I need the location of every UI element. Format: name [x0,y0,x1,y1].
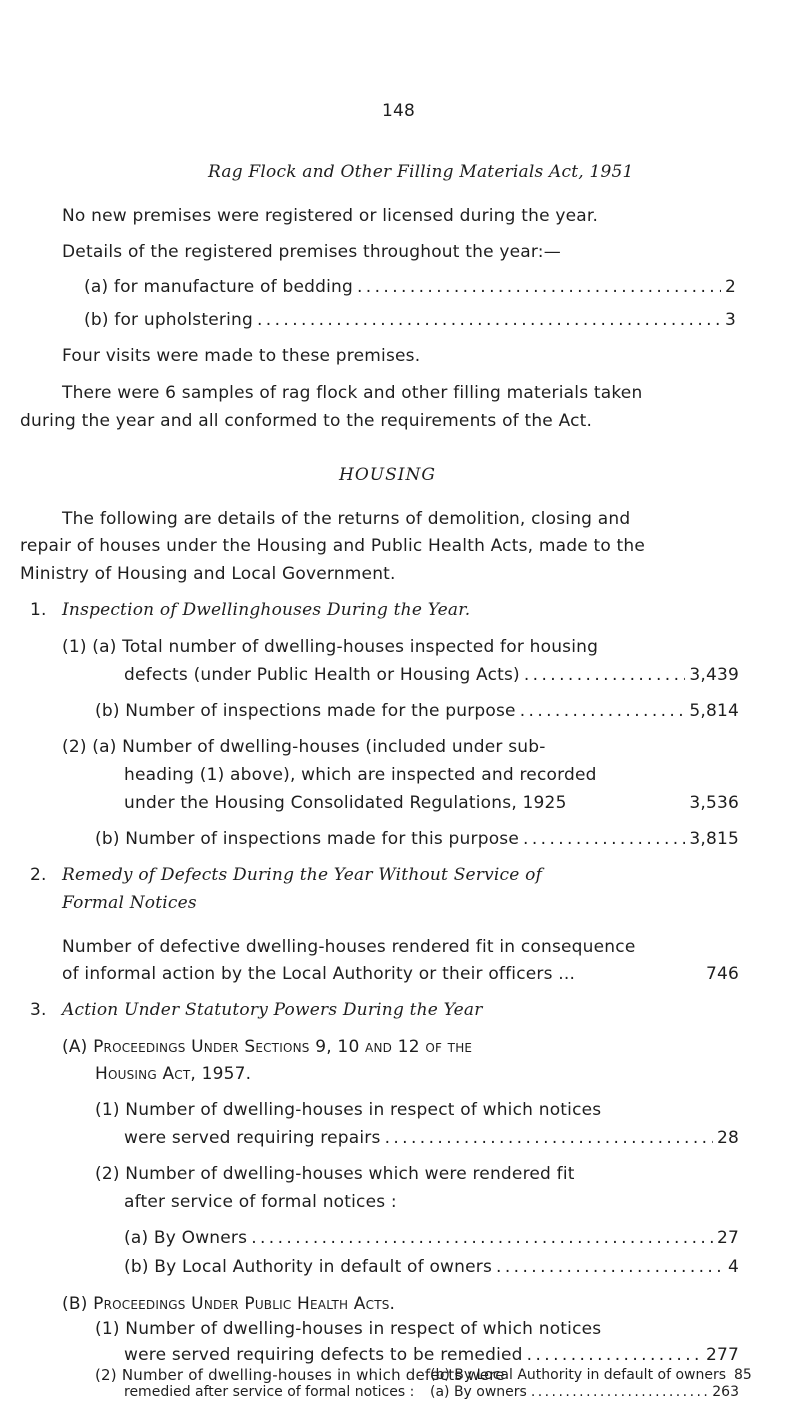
s3-B1-label: were served requiring defects to be remedied [124,1345,523,1365]
section-2-number: 2. [30,865,47,885]
samples-text-line2: during the year and all conformed to the requirements of the Act. [20,411,593,431]
leader-dots [523,828,685,850]
s2-row [62,963,739,985]
rag-flock-heading: Rag Flock and Other Filling Materials Act, 1951 [208,162,634,182]
s2-label: of informal action by the Local Authority or their officers ... [62,964,576,984]
leader-dots [257,309,721,331]
samples-text-line1: There were 6 samples of rag flock and other filling materials taken [62,383,643,403]
section-1-title: Inspection of Dwellinghouses During the Year. [62,600,471,620]
housing-intro-line2: repair of houses under the Housing and Public Health Acts, made to the [20,536,646,556]
s3-A2b-label: (b) By Local Authority in default of owners [124,1257,493,1277]
s1-a2-line1: (2) (a) Number of dwelling-houses (included under sub- [62,737,546,757]
s3-B2-line1: (2) Number of dwelling-houses in which defects were [95,1366,505,1384]
s3-B1-line1: (1) Number of dwelling-houses in respect of which notices [95,1319,602,1339]
housing-intro-line1: The following are details of the returns of demolition, closing and [62,509,631,529]
rag-item-value: 3 [724,310,736,330]
s2-value: 746 [705,964,739,984]
s3-A1-value: 28 [716,1128,739,1148]
s3-A-heading-line2: Housing Act, 1957. [95,1064,252,1084]
section-1-number: 1. [30,600,47,620]
section-3-title: Action Under Statutory Powers During the Year [62,1000,483,1020]
leader-dots [385,1127,713,1149]
s3-B2a-value: 263 [712,1384,739,1400]
rag-item-upholstering [84,309,736,331]
leader-dots [496,1256,724,1278]
section-2-title-line2: Formal Notices [62,893,197,913]
s1-b1-row [95,700,739,722]
leader-dots [520,700,686,722]
no-new-premises-text: No new premises were registered or licensed during the year. [62,206,599,226]
rag-item-label: (a) for manufacture of bedding [84,277,353,297]
s3-A2-line2: after service of formal notices : [124,1192,397,1212]
s1-b1-label: (b) Number of inspections made for the purpose [95,701,516,721]
s3-B-heading: (B) Proceedings Under Public Health Acts. [62,1294,396,1314]
s1-a2-value: 3,536 [689,793,739,813]
s3-B2-line2: remedied after service of formal notices : [124,1384,415,1400]
s3-B2a-row [430,1384,739,1401]
s3-B1-value: 277 [705,1345,739,1365]
s3-B2a-label: (a) By owners [430,1384,527,1400]
s1-b2-row [95,828,739,850]
leader-dots [524,664,685,686]
housing-heading: HOUSING [339,465,436,485]
leader-dots [357,276,721,298]
rag-item-bedding [84,276,736,298]
s2-text-line1: Number of defective dwelling-houses rendered fit in consequence [62,937,636,957]
s3-A1-label: were served requiring repairs [124,1128,381,1148]
s1-b2-label: (b) Number of inspections made for this purpose [95,829,520,849]
leader-dots [527,1344,702,1366]
s1-b1-value: 5,814 [689,701,739,721]
rag-item-value: 2 [724,277,736,297]
s3-A2a-value: 27 [716,1228,739,1248]
leader-dots [531,1384,708,1401]
section-3-number: 3. [30,1000,47,1020]
s1-a1-row [124,664,739,686]
visits-text: Four visits were made to these premises. [62,346,421,366]
housing-intro-line3: Ministry of Housing and Local Government. [20,564,396,584]
s3-B1-row [124,1344,739,1366]
s1-a1-label: defects (under Public Health or Housing Acts) [124,665,520,685]
s1-b2-value: 3,815 [689,829,739,849]
section-2-title-line1: Remedy of Defects During the Year Without Service of [62,865,543,885]
s3-B2b-row [430,1367,752,1384]
s3-B2b-label: (b) By Local Authority in default of owners [430,1367,727,1383]
s3-A2a-label: (a) By Owners [124,1228,248,1248]
s3-A-heading-line1: (A) Proceedings Under Sections 9, 10 and 12 of the [62,1037,473,1057]
s3-A2a-row [124,1227,739,1249]
s3-A2-line1: (2) Number of dwelling-houses which were rendered fit [95,1164,575,1184]
s3-A1-line1: (1) Number of dwelling-houses in respect of which notices [95,1100,602,1120]
details-intro-text: Details of the registered premises throughout the year:— [62,242,561,262]
s1-a2-row [124,792,739,814]
page-number: 148 [382,101,416,121]
s1-a1-value: 3,439 [689,665,739,685]
s1-a2-label: under the Housing Consolidated Regulations, 1925 [124,793,567,813]
leader-dots [251,1227,713,1249]
s1-a2-line2: heading (1) above), which are inspected and recorded [124,765,597,785]
s3-B2b-value: 85 [734,1367,752,1383]
rag-item-label: (b) for upholstering [84,310,253,330]
s3-A2b-value: 4 [727,1257,739,1277]
s3-A1-row [124,1127,739,1149]
s3-A2b-row [124,1256,739,1278]
s1-a1-line1: (1) (a) Total number of dwelling-houses inspected for housing [62,637,599,657]
